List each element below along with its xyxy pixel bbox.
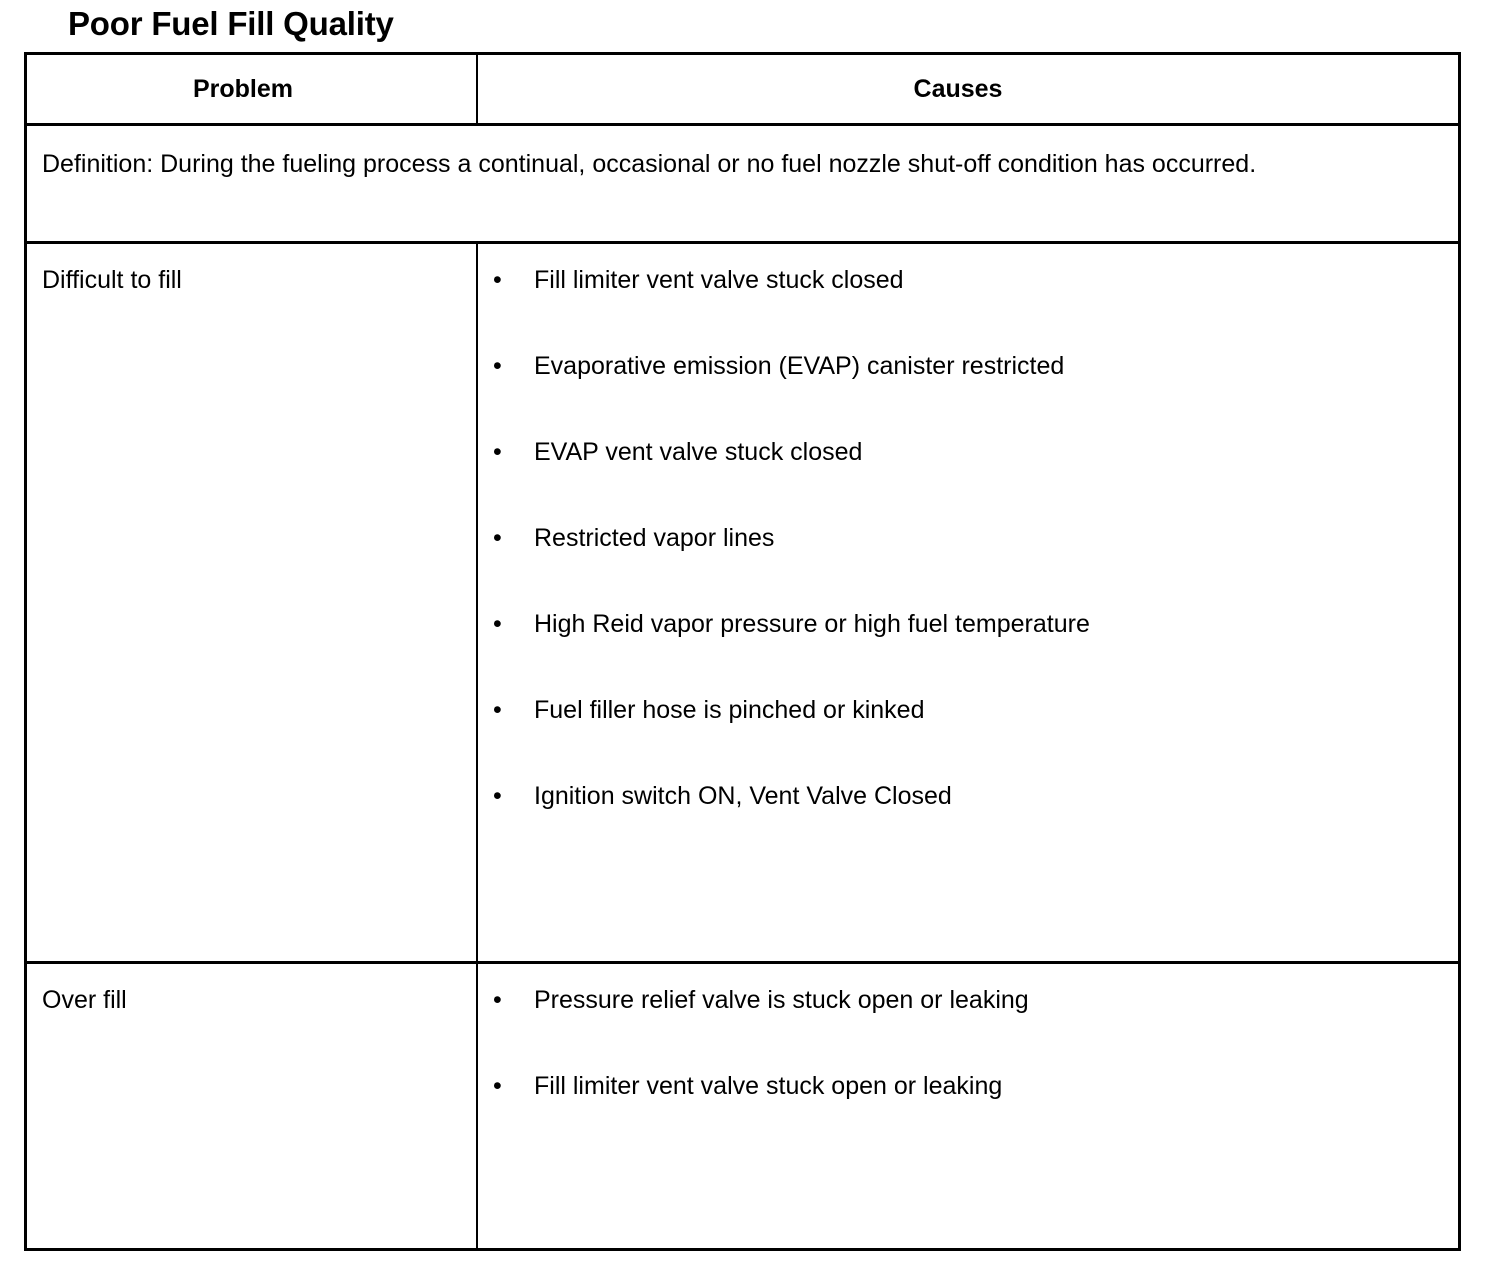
cause-text: Restricted vapor lines: [534, 524, 775, 552]
bullet-icon: •: [493, 1072, 502, 1100]
bullet-icon: •: [493, 782, 502, 810]
problem-over-fill: Over fill: [42, 986, 127, 1014]
cause-text: Fill limiter vent valve stuck closed: [534, 266, 904, 294]
row-divider: [27, 961, 1458, 964]
bullet-icon: •: [493, 352, 502, 380]
cause-text: Evaporative emission (EVAP) canister restricted: [534, 352, 1065, 380]
cause-text: High Reid vapor pressure or high fuel temperature: [534, 610, 1090, 638]
problem-difficult-to-fill: Difficult to fill: [42, 266, 182, 294]
cause-text: EVAP vent valve stuck closed: [534, 438, 863, 466]
definition-divider: [27, 241, 1458, 244]
column-divider: [476, 244, 478, 1248]
page-title: Poor Fuel Fill Quality: [68, 5, 394, 42]
bullet-icon: •: [493, 524, 502, 552]
definition-text: Definition: During the fueling process a continual, occasional or no fuel nozzle shut-off condition has occurred.: [42, 150, 1257, 178]
header-causes: Causes: [913, 74, 1003, 103]
bullet-icon: •: [493, 438, 502, 466]
bullet-icon: •: [493, 610, 502, 638]
header-problem: Problem: [192, 74, 294, 103]
bullet-icon: •: [493, 986, 502, 1014]
bullet-icon: •: [493, 696, 502, 724]
cause-text: Pressure relief valve is stuck open or leaking: [534, 986, 1029, 1014]
header-divider: [27, 123, 1458, 126]
cause-text: Fuel filler hose is pinched or kinked: [534, 696, 925, 724]
fuel-fill-table: [24, 52, 1461, 1251]
cause-text: Fill limiter vent valve stuck open or leaking: [534, 1072, 1003, 1100]
cause-text: Ignition switch ON, Vent Valve Closed: [534, 782, 952, 810]
bullet-icon: •: [493, 266, 502, 294]
